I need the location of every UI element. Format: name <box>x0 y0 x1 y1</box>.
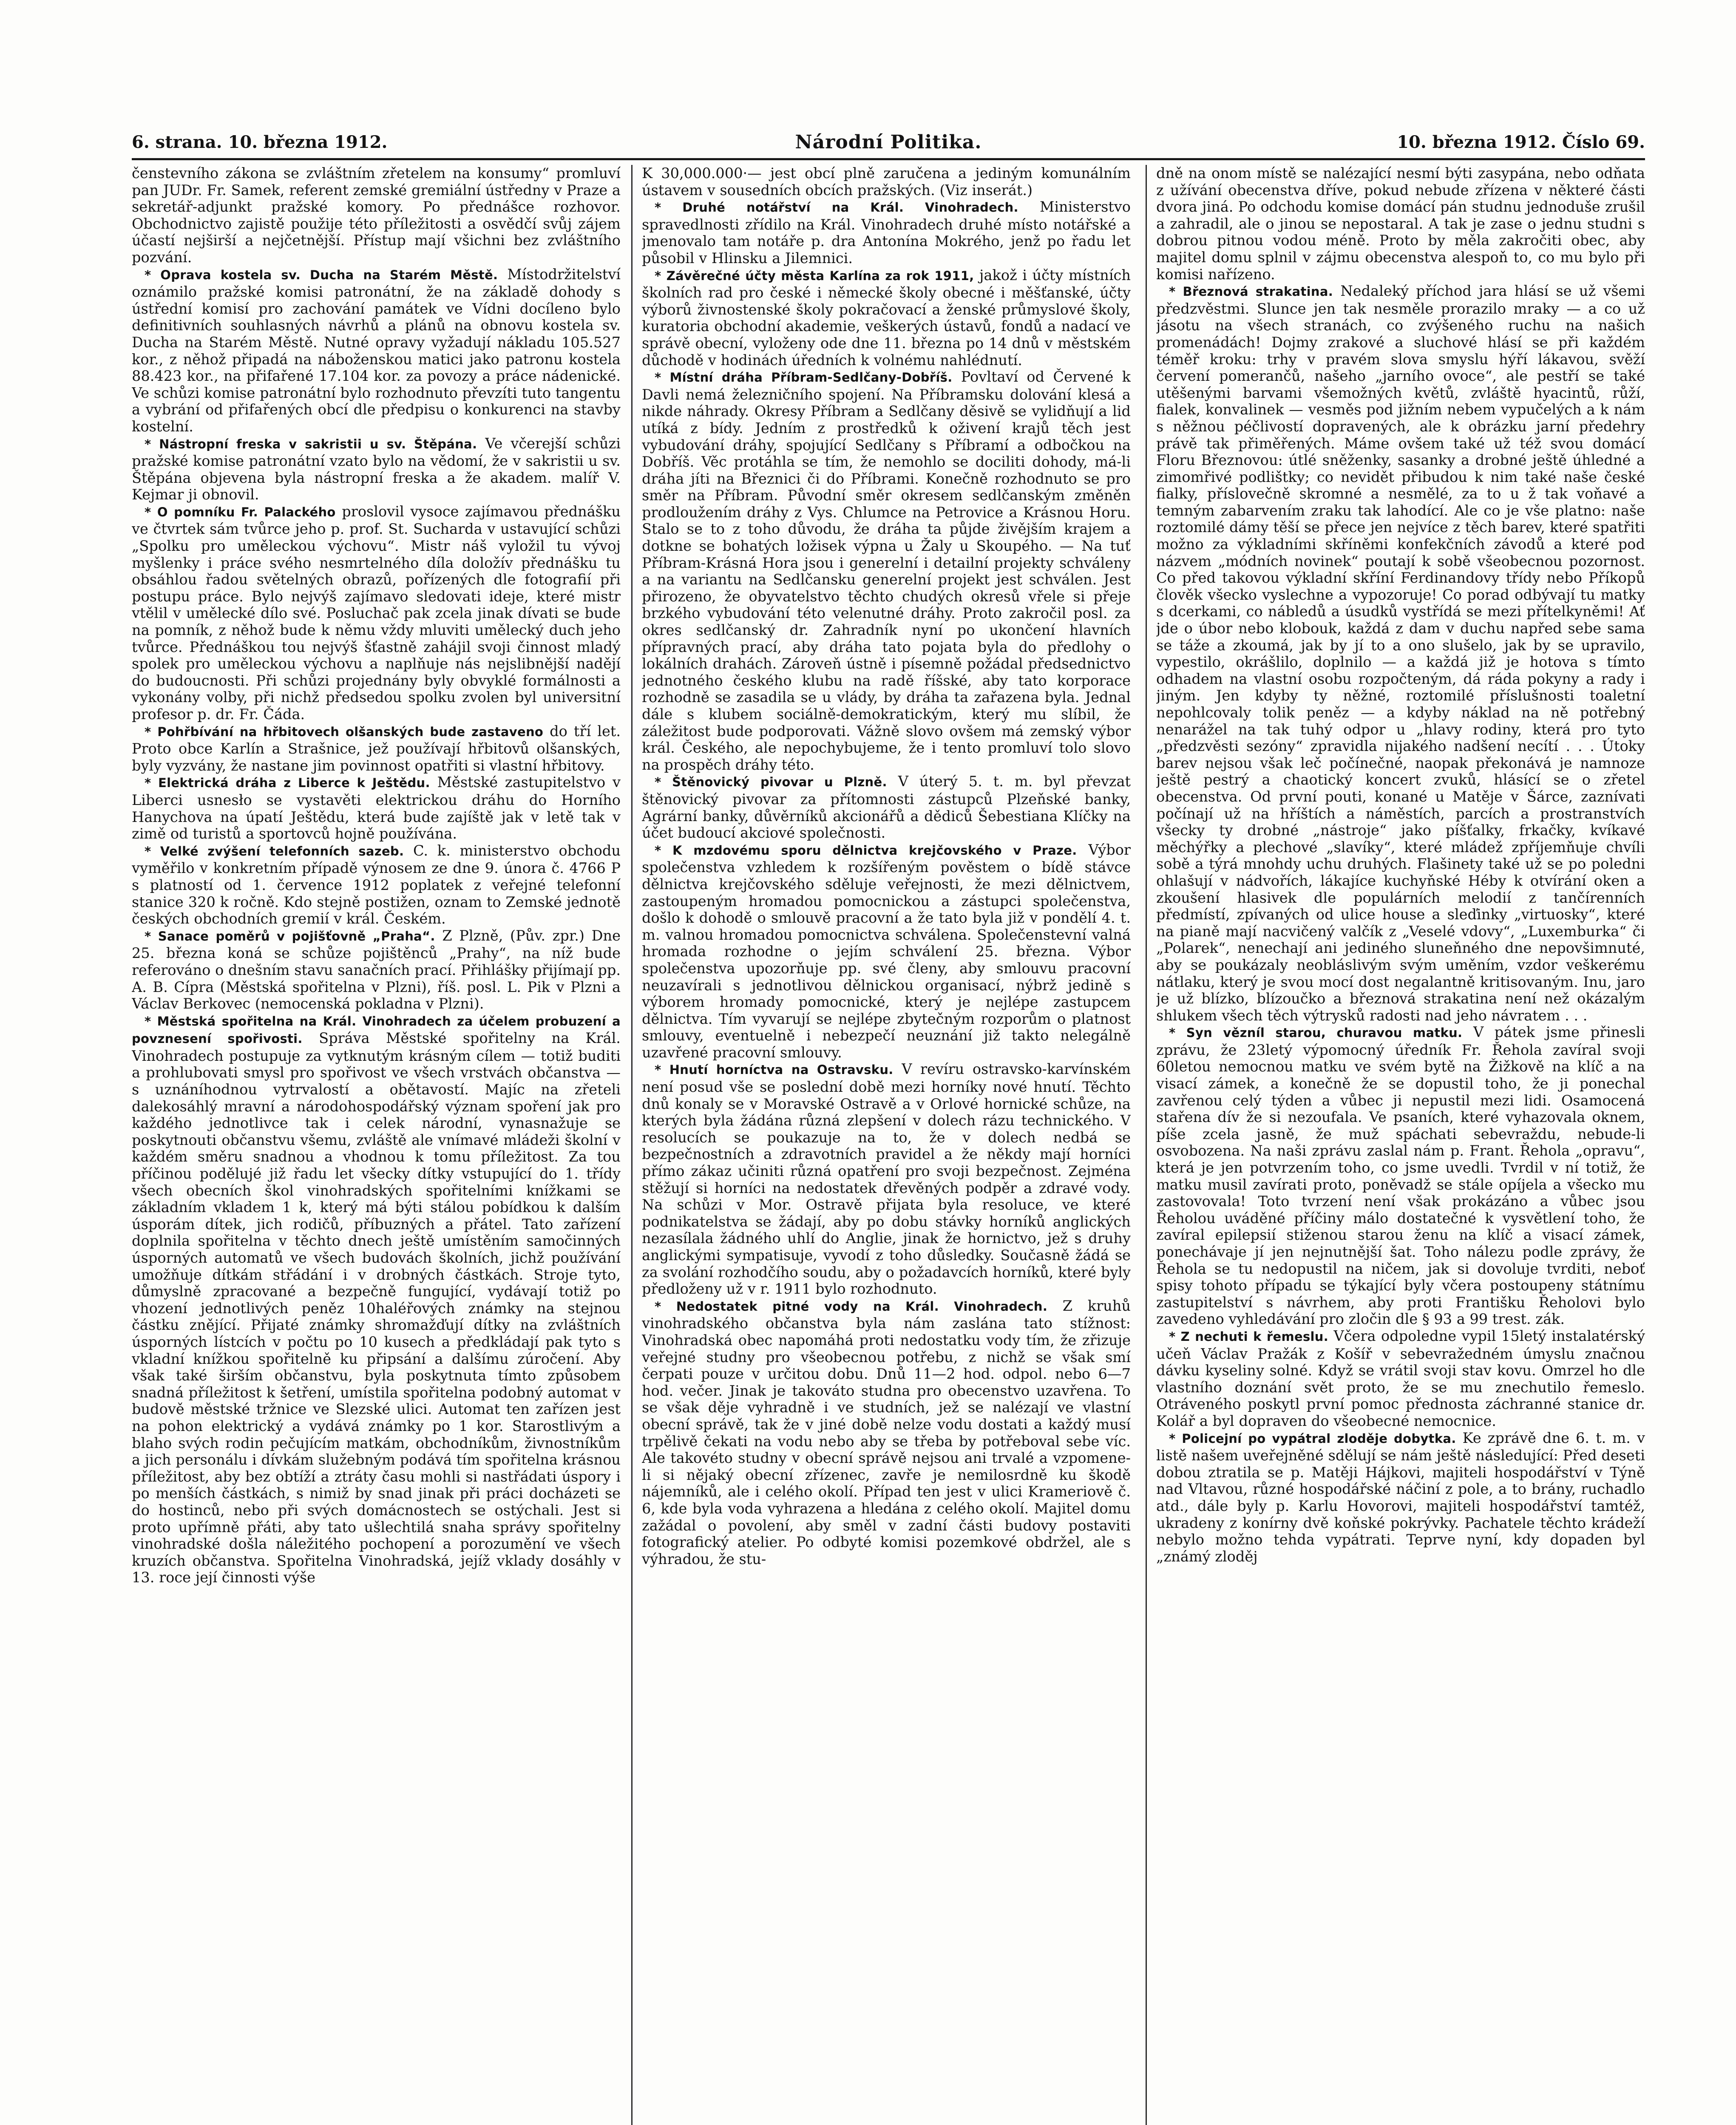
article-text: Správa Městské spořitelny na Král. Vinohradech postupuje za vytknutým krásným cílem — totiž buditi a prohlubovati smysl pro spořivost ve všech vrstvách občanstva — s uznáníhodnou vytrvalostí a obětavostí. Majíc na zřeteli dalekosáhlý mravní a národohospodářský význam spoření jak pro každého jednotlivce tak i celek národní, vynasnažuje se poskytnouti občanstvu všemu, zvláště ale vnímavé mládeži školní v každém směru snadnou a vhodnou k tomu příležitost. Za tou příčinou podělujé již řadu let všecky dítky vstupující do 1. třídy všech obecních škol vinohradských spořitelními knížkami se základním vkladem 1 k, který má býti stálou pobídkou k dalším úsporám dítek, jich rodičů, příbuzných a přátel. Tato zařízení doplnila spořitelna v těchto dnech ještě umístěním samočinných úsporných automatů ve všech budovách školních, jichž používání umožňuje dítkám střádání i v drobných částkách. Stroje tyto, důmyslně zpracované a bezpečně fungující, vydávají totiž po vhození jednotlivých peněz 10haléřových známky na stejnou částku znějící. Přijaté známky shromažďují dítky na zvláštních úsporných lístcích v počtu po 10 kusech a předkládají pak tyto s vkladní knížkou spořitelně ku připsání a dalšímu zúročení. Aby však také širším občanstvu, byla poskytnuta tímto způsobem snadná příležitost k šetření, umístila spořitelna podobný automat v budově městské tržnice ve Slezské ulici. Automat ten zařízen jest na pohon elektrický a vydává známky po 1 kor. Starostlivým a blaho svých rodin pečujícím matkám, obchodníkům, živnostníkům a jich personálu i dívkám služebným podává tím spořitelna krásnou příležitost, aby bez obtíží a ztráty času mohli si nastřádati úspory i po menších částkách, s nimiž by snad jinak při práci docházeti se do hostinců, nebo při svých domácnostech se ostýchali. Jest si proto upřímně přáti, aby tato ušlechtilá snaha správy spořitelny vinohradské došla náležitého pochopení a porozumění ve všech kruzích občanstva. Spořitelna Vinohradská, jejíž vklady dosáhly v 13. roce její činnosti výše <box>132 1030 621 1586</box>
article-text: V revíru ostravsko-karvínském není posud vše se poslední době mezi horníky nové hnutí. Těchto dnů konaly se v Moravské Ostravě a v Orlové hornické schůze, na kterých byla žádána různá zlepšení v dolech rázu technického. V resolucích se poukazuje na to, že v dolech nedbá se bezpečnostních a zdravotních pravidel a že někdy mají horníci přímo zákaz učiniti různá opatření pro svoji bezpečnost. Zejména stěžují si horníci na nedostatek dřevěných podpěr a zdravé vody. Na schůzi v Mor. Ostravě přijata byla resoluce, ve které podnikatelstva se žádají, aby po dobu stávky horníků anglických nezasílala žádného uhlí do Anglie, jinak že hornictvo, jež s druhy anglickými sympatisuje, vyvodí z toho důsledky. Současně žádá se za svolání rozhodčího soudu, aby o požadavcích horníků, které byly předloženy už v r. 1911 bylo rozhodnuto. <box>642 1061 1131 1298</box>
article-paragraph <box>132 1012 621 1586</box>
article-headline: * Elektrická dráha z Liberce k Ještědu. <box>145 776 430 790</box>
article-headline: * Oprava kostela sv. Ducha na Starém Městě. <box>145 267 498 282</box>
article-text: jakož i účty místních školních rad pro české i německé školy obecné i měšťanské, účty výborů živnostenské školy pokračovací a ženské průmyslové školy, kuratoria obchodní akademie, veškerých ústavů, fondů a nadací ve správě obecní, vyloženy ode dne 11. března po 14 dnů v městském důchodě v hodinách úředních k volnému nahlédnutí. <box>642 266 1131 368</box>
page-header <box>132 128 1645 157</box>
page-number-date: 6. strana. 10. března 1912. <box>132 132 388 152</box>
article-text: K 30,000.000·— jest obcí plně zaručena a jediným komunálním ústavem v sousedních obcích pražských. (Viz inserát.) <box>642 165 1131 198</box>
article-headline: * K mzdovému sporu dělnictva krejčovského v Praze. <box>655 843 1077 858</box>
article-paragraph <box>642 267 1131 369</box>
continued-paragraph <box>1156 165 1645 283</box>
article-text: čenstevního zákona se zvláštním zřetelem na konsumy“ promluví pan JUDr. Fr. Samek, referent zemské gremiální ústředny v Praze a sekretář-adjunkt pražské komory. Po přednášce rozhovor. Obchodnictvo zajistě použije této příležitosti a osvědčí svůj zájem účastí nejširší a nejčetnější. Přístup mají všichni bez zvláštního pozvání. <box>132 165 621 266</box>
article-headline: * Závěrečné účty města Karlína za rok 1911, <box>655 268 974 283</box>
article-text: dně na onom místě se nalézající nesmí býti zasypána, nebo odňata z užívání obecenstva dříve, pokud nebude zřízena v některé části dvora jiná. Po odchodu komise domácí pán studnu jednoduše zrušil a zahradil, ale o jinou se nepostaral. A tak je zase o jednu studni s dobrou pitnou vodou méně. Proto by měla zakročiti obec, aby majitel domu splnil v zájmu obecenstva alespoň to, co mu bylo při komisi nařízeno. <box>1156 165 1645 283</box>
article-paragraph <box>642 198 1131 266</box>
article-headline: * Městská spořitelna na Král. Vinohradech za účelem probuzení a povznesení spořivosti. <box>132 1014 621 1046</box>
article-paragraph <box>1156 1328 1645 1430</box>
article-text: proslovil vysoce zajímavou přednášku ve čtvrtek sám tvůrce jeho p. prof. St. Sucharda v ustavující schůzi „Spolku pro uměleckou výchovu“. Mistr náš vyložil tu vývoj myšlenky i práce svého nesmrtelného díla doložív přednášku tu obsáhlou řadou světelných obrazů, pořízených dle fotografií při postupu práce. Bylo nejvýš zajímavo sledovati ideje, které mistr vtělil v umělecké dílo své. Posluchač pak zcela jinak dívati se bude na pomník, z něhož bude k němu vždy mluviti umělecký duch jeho tvůrce. Přednáškou tou nejvýš šťastně zahájil svoji činnost mladý spolek pro uměleckou výchovu a naplňuje nás nejslibnější nadějí do budoucnosti. Při schůzi projednány byly obvyklé formálnosti a vykonány volby, při nichž předsedou spolku zvolen byl universitní profesor p. dr. Fr. Čáda. <box>132 503 621 722</box>
article-text: V úterý 5. t. m. byl převzat štěnovický pivovar za přítomnosti zástupců Plzeňské banky, Agrární banky, důvěrníků akcionářů a dědiců Šebestiana Klíčky na účet budoucí akciové společnosti. <box>642 773 1131 842</box>
column-divider <box>1146 165 1147 2125</box>
article-headline: * Druhé notářství na Král. Vinohradech. <box>655 200 1018 215</box>
article-headline: * Z nechuti k řemeslu. <box>1169 1329 1329 1344</box>
article-headline: * Hnutí horníctva na Ostravsku. <box>655 1062 894 1077</box>
header-rule <box>132 158 1645 160</box>
issue-date-number: 10. března 1912. Číslo 69. <box>1397 132 1645 152</box>
article-paragraph <box>642 773 1131 841</box>
article-text: Místodržitelství oznámilo pražské komisi patronátní, že na základě dohody s ústřední komisí pro zachování památek ve Vídni docíleno bylo definitivních souhlasných návrhů a plánů na obnovu kostela sv. Ducha na Starém Městě. Nutné opravy vyžadují nákladu 105.527 kor., z něhož připadá na náboženskou matici jako patronu kostela 88.423 kor., na přifařené 17.104 kor. za povozy a práce nádenické. Ve schůzi komise patronátní bylo rozhodnuto převzíti tuto tangentu a vybrání od přifařených obcí dle předpisu o konkurenci na stavby kostelní. <box>132 266 621 435</box>
article-text: Povltaví od Červené k Davli nemá železničního spojení. Na Příbramsku dolování klesá a nikde náhrady. Okresy Příbram a Sedlčany děsivě se vylidňují a lid utíká z bídy. Jedním z prostředků k oživení krajů těch jest vybudování dráhy, spojující Sedlčany s Příbramí a odbočkou na Dobříš. Věc protáhla se tím, že nemohlo se dociliti dohody, má-li dráha jíti na Březnici či do Příbrami. Konečně rozhodnuto se pro směr na Příbram. Původní směr okresem sedlčanským změněn prodloužením dráhy z Vys. Chlumce na Petrovice a Krásnou Horu. Stalo se to z toho důvodu, že dráha ta půjde živějším krajem a dotkne se bohatých ložisek výpna u Žaly u Skoupého. — Na tuť Příbram-Krásná Hora jsou i generelní i detailní projekty schváleny a na variantu na Sedlčansku generelní projekt jest schválen. Jest přirozeno, že obyvatelstvo těchto chudých okresů vřele si přeje brzkého vybudování této velenutné dráhy. Proto zakročil posl. za okres sedlčanský dr. Zahradník nyní po ukončení hlavních přípravných prací, aby dráha tato pojata byla do předlohy o lokálních drahách. Zároveň ústně i písemně požádal předsednictvo jednotného českého klubu na radě říšské, aby tato korporace rozhodně se zasadila se u vlády, by dráha ta zařazena byla. Jednal dále s klubem sociálně-demokratickým, který mu slíbil, že záležitost bude podporovati. Vážně slovo ovšem má zemský výbor král. Českého, ale nepochybujeme, že i tento promluví tolo slovo na prospěch dráhy této. <box>642 368 1131 773</box>
article-text: C. k. ministerstvo obchodu vyměřilo v konkretním případě výnosem ze dne 9. února č. 4766 P s platností od 1. července 1912 poplatek z veřejné telefonní stanice 320 k ročně. Kdo stejně postižen, oznam to Zemské jednotě českých obchodních gremií v král. Českém. <box>132 842 621 927</box>
continued-paragraph <box>642 165 1131 198</box>
article-text: V pátek jsme přinesli zprávu, že 23letý výpomocný úředník Fr. Řehola zavíral svoji 60letou nemocnou matku ve svém bytě na Žižkově na klíč a na visací zámek, a konečně že se dopustil toho, že ji ponechal zavřenou celý týden a vůbec ji nepustil mezi lidi. Osamocená stařena dív že si nezoufala. Ve psaních, které vyhazovala oknem, píše zcela jasně, že muž spáchati sebevraždu, nebude-li osvobozena. Na naši zprávu zaslal nám p. Frant. Řehola „opravu“, která je jen potvrzením toho, co jsme uvedli. Tvrdil v ní totiž, že matku musil zavírati proto, poněvadž se stále opíjela a všecko mu zastovovala! Toto tvrzení není však prokázáno a vůbec jsou Řeholou uváděné příčiny málo dostatečné k vysvětlení toho, že zavíral epilepsií stiženou starou ženu na klíč a visací zámek, ponechávaje jí jen nejnutnější šat. Toho nálezu podle zprávy, že Řehola se tu nedopustil na ničem, jak si dovoluje tvrditi, neboť spisy tohoto případu se týkající byly včera postoupeny státnímu zastupitelství s návrhem, aby proti Františku Řeholovi bylo zavedeno vyhledávání pro zločin dle § 93 a 99 trest. zák. <box>1156 1024 1645 1328</box>
article-paragraph <box>1156 1024 1645 1328</box>
article-text: Výbor společenstva vzhledem k rozšířeným pověstem o bídě stávce dělnictva krejčovského sděluje veřejnosti, že mezi dělnictvem, zastoupeným hromadou pomocnickou a zástupci společenstva, došlo k dohodě o smlouvě pracovní a že tato byla již v pondělí 4. t. m. valnou hromadou pomocnictva schválena. Společenstevní valná hromada rozhodne o jejím schválení 25. března. Výbor společenstva upozorňuje pp. své členy, aby smlouvu pracovní neuzavírali s jednotlivou dělnickou organisací, nýbrž jedině s výborem hromady pomocnické, který je nejlépe zastupcem dělnictva. Tím vyvarují se nejlépe zbytečným rozporům o platnost smlouvy, eventuelně i nebezpečí neuznání již takto nelegálně uzavřené pracovní smlouvy. <box>642 841 1131 1061</box>
article-paragraph <box>132 774 621 842</box>
article-paragraph <box>132 723 621 774</box>
article-headline: * Štěnovický pivovar u Plzně. <box>655 775 887 790</box>
article-headline: * Nástropní freska v sakristii u sv. Štěpána. <box>145 436 477 451</box>
article-text: Ministerstvo spravedlnosti zřídilo na Král. Vinohradech druhé místo notářské a jmenovalo tam notáře p. dra Antonína Mokrého, jenž po řadu let působil v Hlinsku a Jilemnici. <box>642 198 1131 266</box>
article-text: Nedaleký příchod jara hlásí se už všemi předzvěstmi. Slunce jen tak nesměle prorazilo mraky — a co už jásotu na všech stranách, co zvýšeného ruchu na našich promenádách! Dojmy zrakové a sluchové hlásí se při každém téměř kroku: trhy v pravém slova smyslu hýří lákavou, svěží červení pomerančů, našeho „jarního ovoce“, ale pestří se také utěšenými barvami všemožných květů, zvláště hyacintů, růží, fialek, konvalinek — vesměs pod jižním nebem vypučelých a k nám s něžnou péčlivostí dopravených, ale k obrázku jarní předehry právě tak přiměřených. Máme ovšem také už též svou domácí Floru Březnovou: útlé sněženky, sasanky a drobné ještě úhledné a zimomřivé podlištky; co nevidět přibudou k nim také naše české fialky, příslovečně skromné a nesmělé, za to u ž tak voňavé a temným zabarvením zraku tak lahodící. Ale co je vše platno: naše roztomilé dámy těší se přece jen nejvíce z těch barev, které spatřiti možno za výkladními skříněmi konfekčních závodů a které pod názvem „módních novinek“ poutají k sobě všeobecnou pozornost. Co před takovou výkladní skříní Ferdinandovy třídy nebo Příkopů člověk všecko vyslechne a vypozoruje! Co porad odbývají tu matky s dcerkami, co nábledů a úsudků vystřídá se mezi přítelkyněmi! Ať jde o úbor nebo klobouk, každá z dam v duchu napřed sebe sama se táže a zkoumá, jak by jí to a ono slušelo, jak by se upravilo, vypestilo, okrášlilo, doplnilo — a každá již je hotova s tímto odhadem na vlastní osobu rozpočteným, dá ráda pokyny a rady i jiným. Jen kdyby ty něžné, roztomilé příslušnosti toaletní nepohlcovaly tolik peněz — a kdyby náklad na ně potřebný nenarážel na tak tuhý odpor u „hlavy rodiny, která pro tyto „předzvěsti sezóny“ zpravidla nijakého nadšení necítí . . . Útoky barev nejsou však leč počínečné, naopak překonává je namnoze ještě pestrý a chaotický koncert zvuků, hlásící se o zřetel obecenstva. Od první pouti, konané u Matěje v Šárce, zaznívati počínají už na hříštích a náměstích, parcích a prostranstvích všecky ty drobné „nástroje“ jako píšťalky, frkačky, kvíkavé měchýřky a plechové „slavíky“, které mládež zpříjemňuje chvíli sobě a týrá mnohdy uchu druhých. Flašinety také už se po poledni ohlašují v nádvořích, lákajíce kuchyňské Héby k otvírání oken a zkoušení hlasivek dle populárních melodií z tančírenních předmístí, zpívaných od ulice house a sleďinky „virtuosky“, které na pianě mají nacvičený valčík z „Veselé vdovy“, „Luxemburka“ či „Polarek“, nenechají ani jediného sluneňného dne nepovšimnuté, aby se poukázaly neobláslivým svým uměním, vzdor veškerému nátlaku, který je svou mocí dost negalantně kritisovaným. Inu, jaro je už blízko, blízoučko a březnová strakatina není než okázalým shlukem všech těch výtrysků radosti nad jeho návratem . . . <box>1156 283 1645 1024</box>
column-3 <box>1156 165 1645 2125</box>
article-paragraph <box>1156 1430 1645 1565</box>
article-text: do tří let. Proto obce Karlín a Strašnice, jež používají hřbitovů olšanských, byly vyzvány, že nastane jim povinnost opatřiti si vlastní hřbitovy. <box>132 722 621 774</box>
continued-paragraph <box>132 165 621 266</box>
article-headline: * Pohřbívání na hřbitovech olšanských bude zastaveno <box>145 724 544 739</box>
article-text: Ke zprávě dne 6. t. m. v listě našem uveřejněné sdělují se nám ještě následující: Před deseti dobou ztratila se p. Matěji Hájkovi, majiteli hospodářství v Týně nad Vltavou, různé hospodářské náčiní z pole, a to brány, ruchadlo atd., dále byly p. Karlu Hovorovi, majiteli hospodářství tamtéž, ukradeny z konírny dvě koňské pokrývky. Pachatele těchto krádeží nebylo možno tehda vypátrati. Teprve nyní, kdy dopaden byl „známý zloděj <box>1156 1429 1645 1565</box>
article-paragraph <box>642 1061 1131 1297</box>
article-paragraph <box>132 927 621 1012</box>
column-1 <box>132 165 621 2125</box>
article-headline: * O pomníku Fr. Palackého <box>145 504 336 519</box>
article-text: Ve včerejší schůzi pražské komise patronátní vzato bylo na vědomí, že v sakristii u sv. Štěpána objevena byla nástropní freska a že akadem. malíř V. Kejmar ji obnovil. <box>132 435 621 503</box>
column-divider <box>631 165 633 2125</box>
article-paragraph <box>132 842 621 927</box>
article-paragraph <box>132 435 621 503</box>
article-paragraph <box>132 503 621 723</box>
article-paragraph <box>1156 283 1645 1024</box>
article-headline: * Březnová strakatina. <box>1169 284 1333 299</box>
article-headline: * Sanace poměrů v pojišťovně „Praha“. <box>145 929 435 944</box>
article-headline: * Velké zvýšení telefonních sazeb. <box>145 844 404 858</box>
column-2 <box>642 165 1131 2125</box>
article-text: Z Plzně, (Pův. zpr.) Dne 25. března koná se schůze pojištěnců „Prahy“, na níž bude referováno o dnešním stavu sanačních prací. Přihlášky přijímají pp. A. B. Cípra (Městská spořitelna v Plzni), říš. posl. L. Pik v Plzni a Václav Berkovec (nemocenská pokladna v Plzni). <box>132 927 621 1012</box>
article-headline: * Syn vězníl starou, churavou matku. <box>1169 1026 1463 1040</box>
article-paragraph <box>642 1298 1131 1568</box>
article-headline: * Místní dráha Příbram-Sedlčany-Dobříš. <box>655 370 953 385</box>
article-headline: * Policejní po vypátral zloděje dobytka. <box>1169 1431 1456 1446</box>
article-text: Z kruhů vinohradského občanstva byla nám zaslána tato stížnost: Vinohradská obec napomáhá proti nedostatku vody tím, že zřizuje veřejné studny pro všeobecnou potřebu, z nichž se však smí čerpati pouze v určitou dobu. Dnů 11—2 hod. odpol. nebo 6—7 hod. večer. Jinak je takováto studna pro obecenstvo uzavřena. To se však děje vyhradně i ve studních, jež se nalézají ve vlastní obecní správě, tak že v jiné době nelze vodu dostati a každý musí trpělivě čekati na vodu nebo aby se třeba by potřeboval sebe víc. Ale takovéto studny v obecní správě nejsou ani trvalé a vzpomene-li si nějaký obecní zřízenec, zavře je nemilosrdně ku škodě nájemníků, ale i celého okolí. Případ ten jest v ulici Krameriově č. 6, kde byla voda vyhrazena a hledána z celého okolí. Majitel domu zažádal o povolení, aby směl v zadní části budovy postaviti fotografický atelier. Po odbyté komisi pozemkové obdržel, ale s výhradou, že stu- <box>642 1297 1131 1567</box>
article-paragraph <box>132 266 621 435</box>
article-text: Městské zastupitelstvo v Liberci usnesło se vystavěti elektrickou dráhu do Horního Hanychova na úpatí Ještědu, která bude zajíště jak v letě tak v zimě od turistů a sportovců hojně používána. <box>132 774 621 842</box>
article-text: Včera odpoledne vypil 15letý instalatérský učeň Václav Pražák z Košíř v sebevražedném úmyslu značnou dávku kyseliny solné. Když se vrátil svoji stav kovu. Omrzel ho dle vlastního doznání svět proto, že se mu znechutilo řemeslo. Otráveného poskytl první pomoc přednosta záchranné stanice dr. Kolář a byl dopraven do všeobecné nemocnice. <box>1156 1327 1645 1429</box>
newspaper-page <box>132 128 1645 2125</box>
article-headline: * Nedostatek pitné vody na Král. Vinohradech. <box>655 1299 1048 1314</box>
newspaper-masthead: Národní Politika. <box>795 131 982 153</box>
article-paragraph <box>642 842 1131 1061</box>
article-paragraph <box>642 368 1131 773</box>
